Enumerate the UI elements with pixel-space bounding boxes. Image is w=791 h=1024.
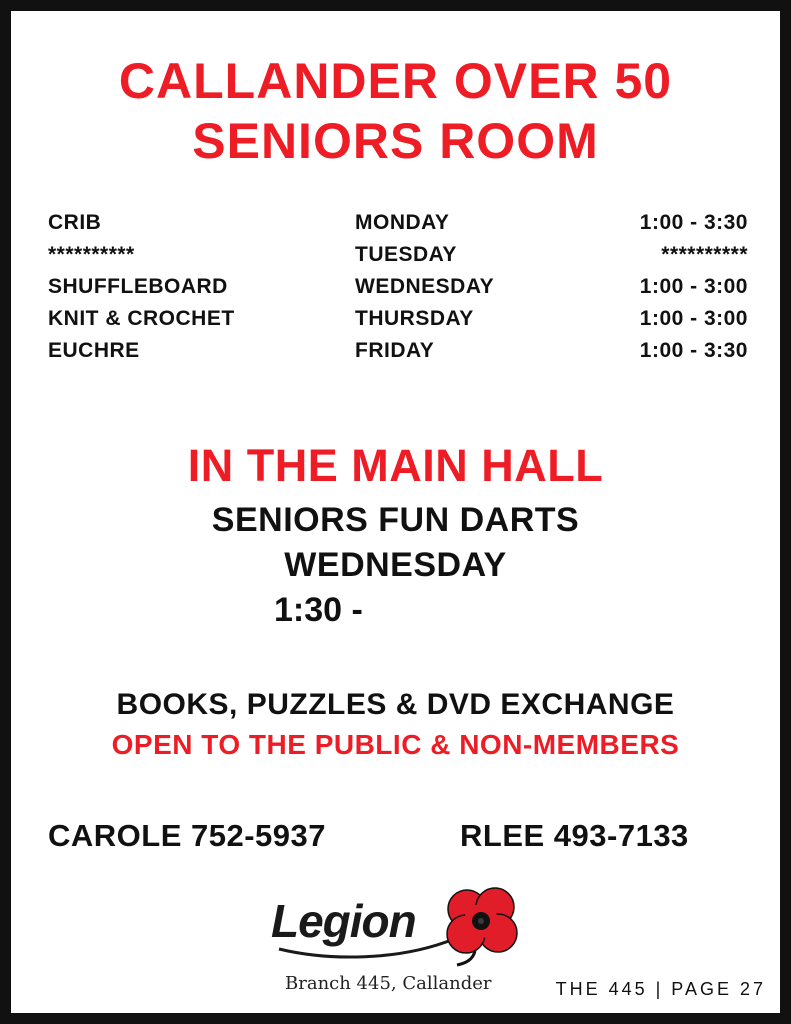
title-line-2: SENIORS ROOM bbox=[192, 113, 599, 169]
schedule-time: 1:00 - 3:30 bbox=[639, 211, 748, 234]
schedule-day: MONDAY bbox=[355, 211, 450, 234]
schedule-day: THURSDAY bbox=[355, 307, 474, 330]
schedule-day: TUESDAY bbox=[355, 243, 457, 266]
legion-logo bbox=[269, 877, 529, 967]
schedule-activity: EUCHRE bbox=[48, 339, 140, 362]
schedule-day: WEDNESDAY bbox=[355, 275, 495, 298]
schedule-row bbox=[48, 239, 748, 271]
contact-carole: CAROLE 752-5937 bbox=[48, 818, 327, 853]
schedule-row bbox=[48, 271, 748, 303]
schedule-activity: CRIB bbox=[48, 211, 102, 234]
darts-event: SENIORS FUN DARTS bbox=[211, 501, 580, 539]
schedule-time: 1:00 - 3:30 bbox=[639, 339, 748, 362]
title-line-1: CALLANDER OVER 50 bbox=[118, 53, 673, 109]
main-hall-heading: IN THE MAIN HALL bbox=[187, 440, 604, 491]
public-notice: OPEN TO THE PUBLIC & NON-MEMBERS bbox=[111, 729, 680, 760]
contact-rlee: RLEE 493-7133 bbox=[460, 818, 689, 853]
schedule-row bbox=[48, 335, 748, 367]
schedule-row bbox=[48, 207, 748, 239]
schedule-activity: ********** bbox=[48, 243, 135, 266]
page-title bbox=[11, 51, 780, 171]
poppy-icon bbox=[447, 888, 517, 965]
schedule-activity: KNIT & CROCHET bbox=[48, 307, 235, 330]
page-footer: THE 445 | PAGE 27 bbox=[555, 979, 766, 999]
schedule-row bbox=[48, 303, 748, 335]
schedule-activity: SHUFFLEBOARD bbox=[48, 275, 228, 298]
schedule-time: 1:00 - 3:00 bbox=[639, 275, 748, 298]
schedule-time: 1:00 - 3:00 bbox=[639, 307, 748, 330]
schedule-time: ********** bbox=[661, 243, 748, 266]
legion-wordmark: Legion bbox=[271, 895, 416, 947]
legion-logo-graphic bbox=[269, 877, 529, 967]
exchange-heading: BOOKS, PUZZLES & DVD EXCHANGE bbox=[116, 688, 675, 721]
branch-label: Branch 445, Callander bbox=[285, 973, 492, 994]
schedule-table bbox=[48, 207, 748, 367]
darts-day: WEDNESDAY bbox=[284, 546, 507, 584]
schedule-day: FRIDAY bbox=[355, 339, 435, 362]
darts-time: 1:30 - bbox=[274, 591, 363, 629]
